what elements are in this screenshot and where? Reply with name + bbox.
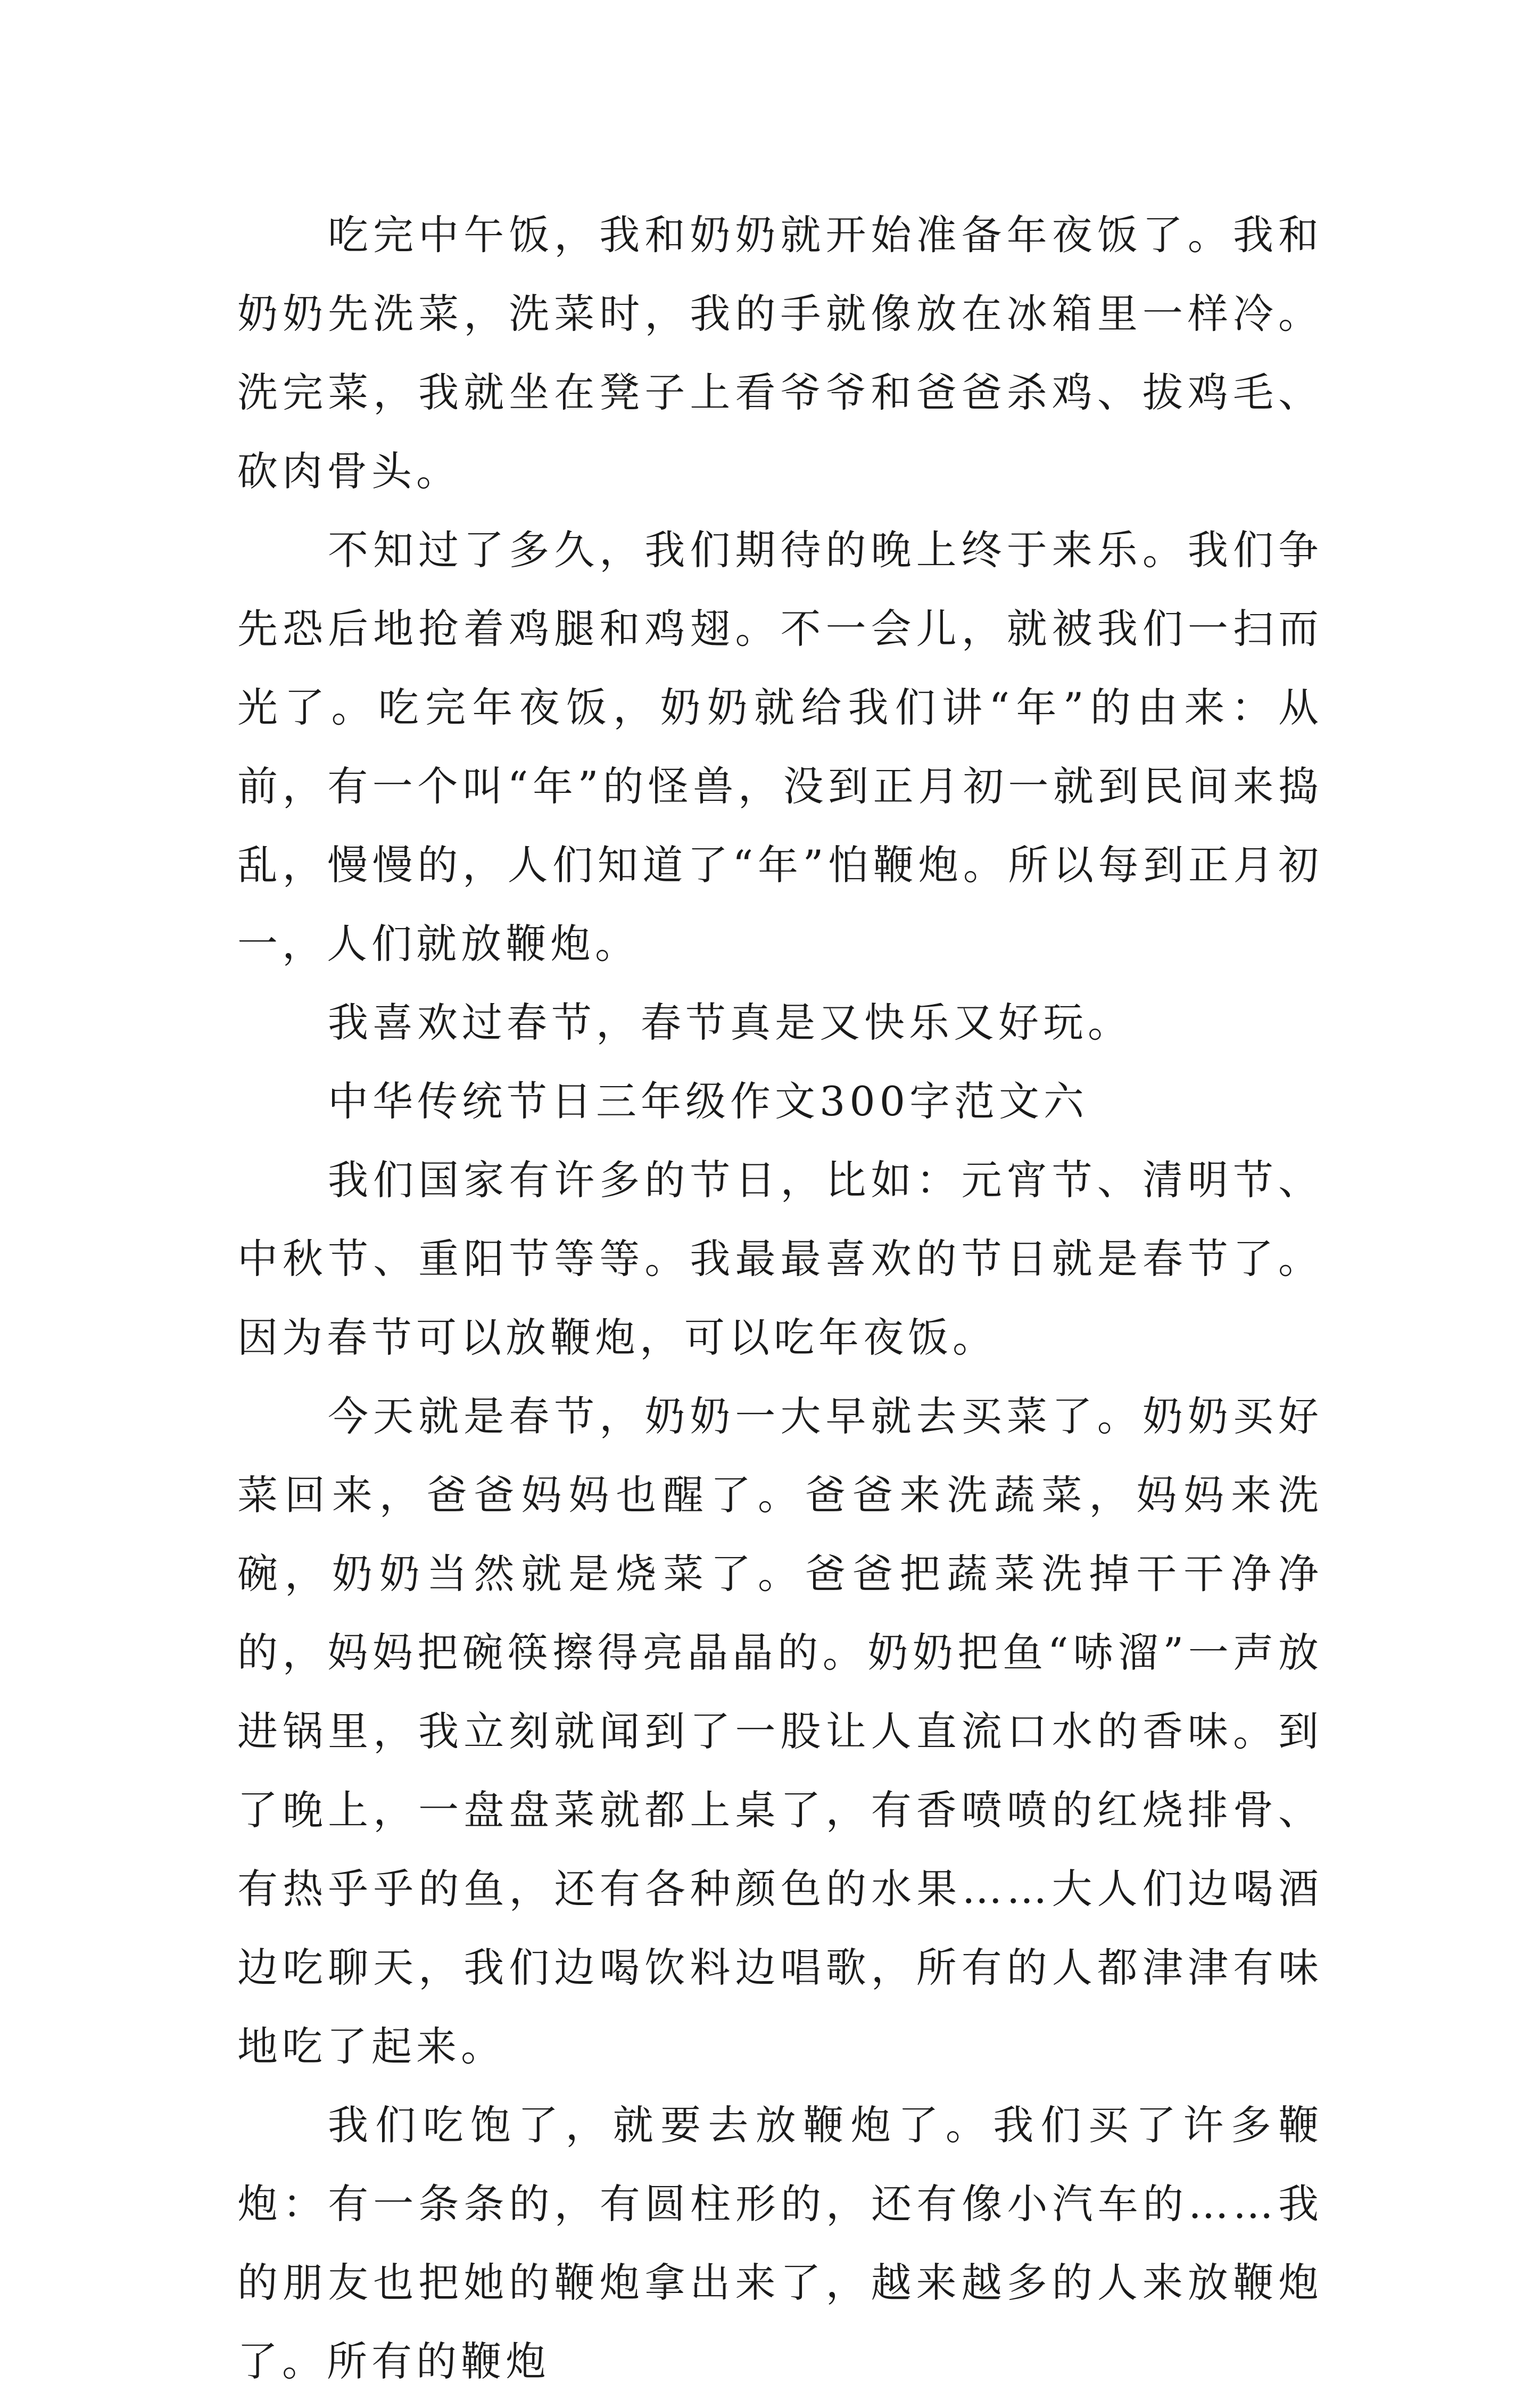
document-body [237,196,1323,2401]
paragraph-1: 吃完中午饭，我和奶奶就开始准备年夜饭了。我和奶奶先洗菜，洗菜时，我的手就像放在冰箱里一样冷。洗完菜，我就坐在凳子上看爷爷和爸爸杀鸡、拔鸡毛、砍肉骨头。 [237,211,1323,495]
section-heading: 中华传统节日三年级作文300字范文六 [328,1078,1089,1125]
paragraph-6: 我们吃饱了，就要去放鞭炮了。我们买了许多鞭炮：有一条条的，有圆柱形的，还有像小汽车的……我的朋友也把她的鞭炮拿出来了，越来越多的人来放鞭炮了。所有的鞭炮 [237,2101,1323,2385]
paragraph-3: 我喜欢过春节，春节真是又快乐又好玩。 [328,999,1132,1046]
paragraph-5: 今天就是春节，奶奶一大早就去买菜了。奶奶买好菜回来，爸爸妈妈也醒了。爸爸来洗蔬菜，妈妈来洗碗，奶奶当然就是烧菜了。爸爸把蔬菜洗掉干干净净的，妈妈把碗筷擦得亮晶晶的。奶奶把鱼“哧溜”一声放进锅里，我立刻就闻到了一股让人直流口水的香味。到了晚上，一盘盘菜就都上桌了，有香喷喷的红烧排骨、有热乎乎的鱼，还有各种颜色的水果……大人们边喝酒边吃聊天，我们边喝饮料边唱歌，所有的人都津津有味地吃了起来。 [237,1393,1323,2070]
paragraph-4: 我们国家有许多的节日，比如：元宵节、清明节、中秋节、重阳节等等。我最最喜欢的节日就是春节了。因为春节可以放鞭炮，可以吃年夜饭。 [237,1156,1323,1361]
paragraph-2: 不知过了多久，我们期待的晚上终于来乐。我们争先恐后地抢着鸡腿和鸡翅。不一会儿，就被我们一扫而光了。吃完年夜饭，奶奶就给我们讲“年”的由来：从前，有一个叫“年”的怪兽，没到正月初一就到民间来捣乱，慢慢的，人们知道了“年”怕鞭炮。所以每到正月初一，人们就放鞭炮。 [237,526,1323,967]
